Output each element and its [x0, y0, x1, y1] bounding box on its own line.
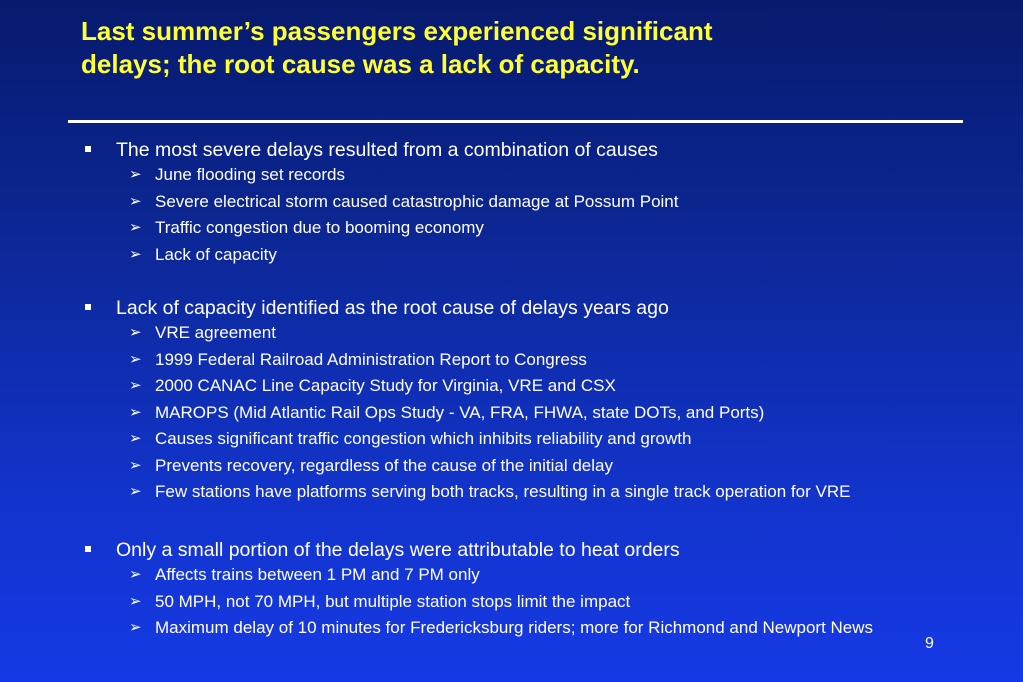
sub-bullet-text: Causes significant traffic congestion which inhibits reliability and growth — [155, 429, 692, 448]
list-item — [0, 322, 1023, 349]
bullet-heading: Only a small portion of the delays were attributable to heat orders — [116, 539, 680, 561]
list-item — [0, 217, 1023, 244]
list-item — [0, 455, 1023, 482]
list-item — [0, 375, 1023, 402]
arrowhead-bullet-icon: ➢ — [129, 456, 142, 474]
arrowhead-bullet-icon: ➢ — [129, 592, 142, 610]
arrowhead-bullet-icon: ➢ — [129, 245, 142, 263]
sub-bullet-text: Maximum delay of 10 minutes for Fredericksburg riders; more for Richmond and Newport News — [155, 618, 874, 637]
arrowhead-bullet-icon: ➢ — [129, 430, 142, 447]
sub-bullet-text: Few stations have platforms serving both tracks, resulting in a single track operation for VRE — [155, 482, 851, 501]
list-item — [0, 402, 1023, 429]
sub-bullet-text: 50 MPH, not 70 MPH, but multiple station stops limit the impact — [155, 591, 631, 611]
sub-bullet-text: Affects trains between 1 PM and 7 PM only — [155, 565, 480, 584]
bullet-row — [0, 138, 1023, 164]
list-item — [0, 591, 1023, 618]
slide-title-line-2: delays; the root cause was a lack of capacity. — [81, 49, 640, 79]
bullet-row — [0, 296, 1023, 322]
arrowhead-bullet-icon: ➢ — [129, 324, 142, 341]
sub-bullet-text: MAROPS (Mid Atlantic Rail Ops Study - VA, FRA, FHWA, state DOTs, and Ports) — [155, 402, 765, 422]
list-item — [0, 564, 1023, 591]
square-bullet-icon — [85, 146, 91, 152]
bullet-heading: Lack of capacity identified as the root cause of delays years ago — [116, 297, 669, 319]
sub-bullet-text: Lack of capacity — [155, 244, 277, 264]
list-item — [0, 349, 1023, 376]
arrowhead-bullet-icon: ➢ — [129, 566, 142, 583]
sub-bullet-text: Traffic congestion due to booming economy — [155, 218, 484, 237]
arrowhead-bullet-icon: ➢ — [129, 619, 142, 636]
bullet-row — [0, 538, 1023, 564]
sub-bullet-list — [0, 564, 1023, 661]
list-item — [0, 164, 1023, 191]
sub-bullet-text: Prevents recovery, regardless of the cause of the initial delay — [155, 455, 613, 475]
arrowhead-bullet-icon: ➢ — [129, 350, 142, 368]
list-item — [0, 244, 1023, 271]
arrowhead-bullet-icon: ➢ — [129, 377, 142, 394]
arrowhead-bullet-icon: ➢ — [129, 483, 142, 500]
slide-title-line-1: Last summer’s passengers experienced significant — [81, 16, 713, 46]
arrowhead-bullet-icon: ➢ — [129, 166, 142, 183]
bullet-heading: The most severe delays resulted from a combination of causes — [116, 139, 658, 161]
page-number: 9 — [925, 635, 934, 652]
square-bullet-icon — [85, 546, 91, 552]
list-item — [0, 481, 1023, 508]
bullet-section-2 — [0, 296, 1023, 508]
list-item — [0, 617, 1023, 661]
sub-bullet-text: 2000 CANAC Line Capacity Study for Virginia, VRE and CSX — [155, 376, 616, 395]
sub-bullet-text: 1999 Federal Railroad Administration Report to Congress — [155, 349, 587, 369]
arrowhead-bullet-icon: ➢ — [129, 219, 142, 236]
sub-bullet-text: Severe electrical storm caused catastrophic damage at Possum Point — [155, 191, 679, 211]
list-item — [0, 191, 1023, 218]
square-bullet-icon — [85, 304, 91, 310]
sub-bullet-list — [0, 322, 1023, 508]
sub-bullet-text: June flooding set records — [155, 165, 345, 184]
sub-bullet-text: VRE agreement — [155, 323, 276, 342]
sub-bullet-list — [0, 164, 1023, 270]
arrowhead-bullet-icon: ➢ — [129, 403, 142, 421]
bullet-section-1 — [0, 138, 1023, 270]
bullet-section-3 — [0, 538, 1023, 661]
list-item — [0, 428, 1023, 455]
arrowhead-bullet-icon: ➢ — [129, 192, 142, 210]
